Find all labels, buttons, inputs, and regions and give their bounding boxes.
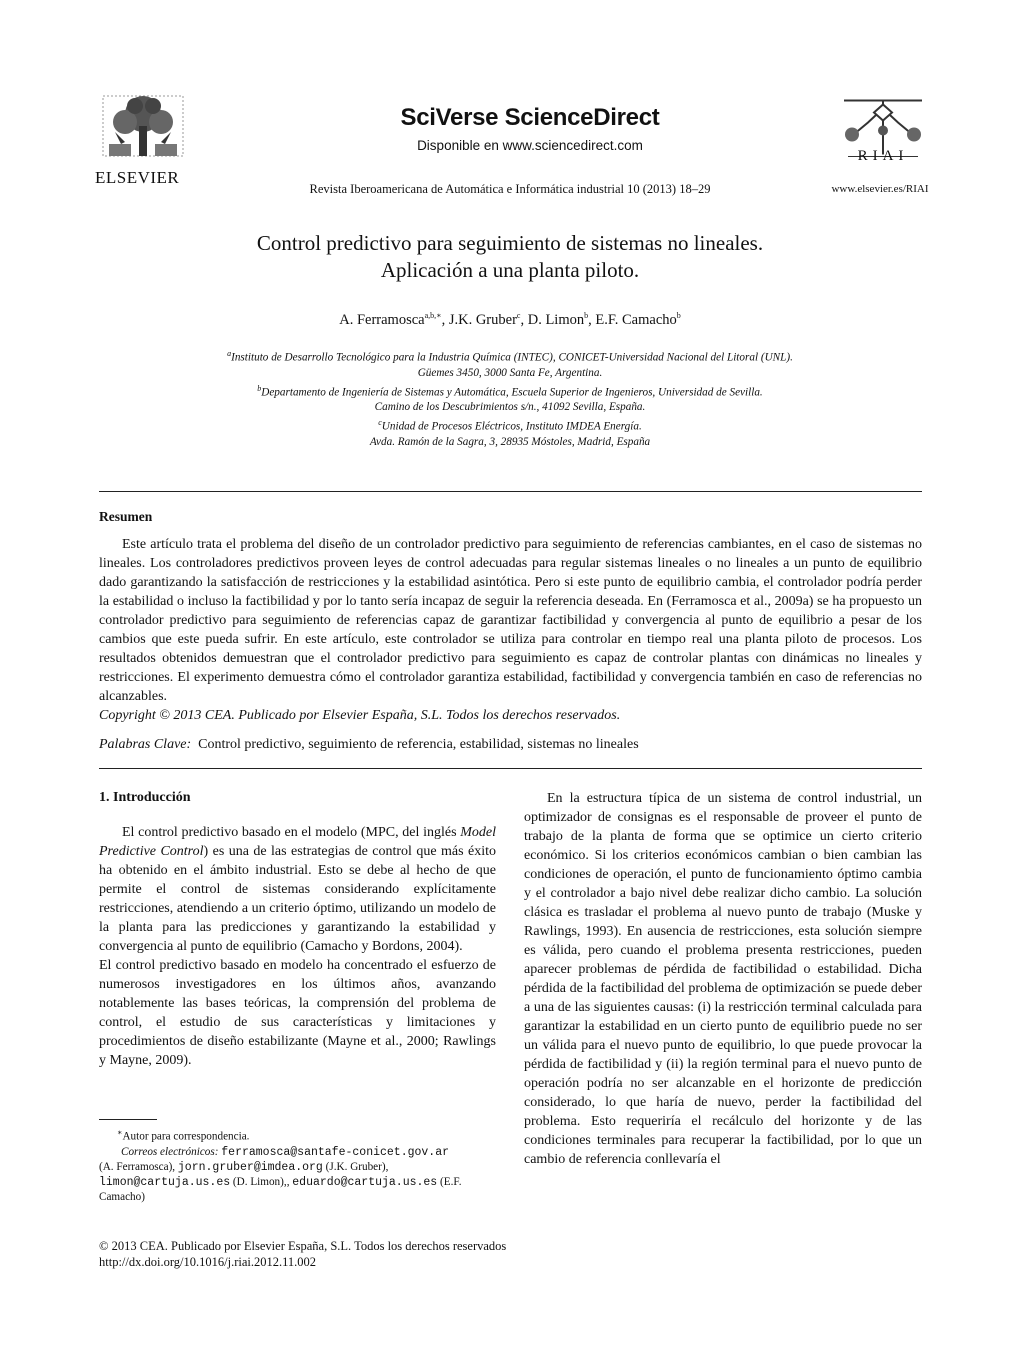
- author-name: D. Limon: [527, 311, 585, 328]
- affiliation-line: Camino de los Descubrimientos s/n., 41092 Sevilla, España.: [374, 401, 646, 414]
- author-list: A. Ferramosca$^{a,b,∗}$, J.K. Gruber$^c$, D. Limon$^b$, E.F. Camacho$^b$: [339, 311, 681, 328]
- riai-label: RIAI: [857, 148, 909, 164]
- intro-paragraph-1: [99, 823, 496, 956]
- left-column: [99, 823, 496, 1070]
- page-footer: [99, 1238, 699, 1270]
- author-name: J.K. Gruber: [448, 311, 517, 328]
- abstract-text: Este artículo trata el problema del diseño de un controlador predictivo para seguimiento de referencias cambiantes, en el caso de sistemas no lineales. Los controladores predictivos proveen leyes de control adecuadas para regular sistemas lineales o no lineales a un punto de equilibrio dado garantizando la satisfacción de restricciones y la estabilidad asintótica. Pero si este punto de equilibrio cambia, el controlador podría perder la estabilidad o incluso la factibilidad y por lo tanto sería incapaz de seguir la referencia deseada. En (Ferramosca et al., 2009a) se ha propuesto un controlador predictivo para seguimiento de referencias capaz de garantizar factibilidad y convergencia al punto de equilibrio a pesar de los cambios que este pueda sufrir. En este artículo, este controlador se utiliza para controlar en tiempo real una planta piloto de procesos. Los resultados obtenidos demuestran que el controlador predictivo para seguimiento es capaz de controlar plantas con dinámicas no lineales y restricciones. El experimento demuestra cómo el controlador garantiza estabilidad, factibilidad y convergencia también en caso de referencias no alcanzables.: [99, 537, 922, 704]
- availability-line: Disponible en www.sciencedirect.com: [417, 138, 643, 153]
- affiliations: [100, 346, 920, 450]
- author-affiliation-mark: b: [584, 311, 589, 320]
- abstract-copyright: Copyright © 2013 CEA. Publicado por Elsevier España, S.L. Todos los derechos reservados.: [99, 708, 621, 723]
- text-run: ) es una de las estrategias de control que más éxito ha obtenido en el ámbito industrial. Esto se debe al hecho de que permite el control de sistemas considerando explícitamente restricciones, atendiendo a un criterio óptimo, utilizando un modelo de la planta para las predicciones y garantizando la estabilidad y convergencia al punto de equilibrio (Camacho y Bordons, 2004).: [99, 844, 496, 954]
- email-owner: (D. Limon),: [232, 1175, 287, 1188]
- affiliation-c: [100, 415, 920, 435]
- keywords: [99, 737, 922, 753]
- keywords-label: Palabras Clave:: [99, 737, 192, 752]
- email-link[interactable]: eduardo@cartuja.us.es: [292, 1175, 438, 1189]
- title-line-2: Aplicación a una planta piloto.: [380, 258, 640, 282]
- email-link[interactable]: ferramosca@santafe-conicet.gov.ar: [221, 1145, 450, 1159]
- author-affiliation-mark: c: [516, 311, 521, 320]
- text-run-italic: Model Predictive Control: [99, 825, 496, 859]
- emails-line: limon@cartuja.us.es (D. Limon),, eduardo@cartuja.us.es (E.F. Camacho): [99, 1175, 462, 1203]
- abstract-body: [99, 535, 922, 725]
- elsevier-wordmark: ELSEVIER: [95, 168, 180, 187]
- society-url[interactable]: www.elsevier.es/RIAI: [831, 183, 929, 195]
- author-name: E.F. Camacho: [595, 311, 677, 328]
- email-link[interactable]: jorn.gruber@imdea.org: [177, 1160, 323, 1174]
- keywords-list: Control predictivo, seguimiento de referencia, estabilidad, sistemas no lineales: [198, 737, 639, 752]
- intro-paragraph-3: En la estructura típica de un sistema de control industrial, un optimizador de consignas es el responsable de proveer el punto de trabajo de la planta de forma que se optimice un cierto criterio económico. Si los criterios económicos cambian o bien cambian las condiciones de operación, el punto de funcionamiento óptimo cambia y el controlador a bajo nivel debe realizar dicho cambio. La solución clásica es trasladar el problema al nuevo punto de trabajo (Muske y Rawlings, 1993). En ausencia de restricciones, esta solución siempre es válida, pero cuando el problema presenta restricciones, pueden aparecer problemas de pérdida de factibilidad o estabilidad. Dicha pérdida de la factibilidad del problema de optimización se puede deber a una de las siguientes causas: (i) la restricción terminal calculada para garantizar la estabilidad en un cierto punto de equilibrio puede no ser un válida para el nuevo punto de equilibrio, lo que puede provocar la pérdida de factibilidad y (ii) la región terminal para el nuevo punto de operación podría no ser alcanzable en el horizonte de predicción considerado, lo que haría de nuevo, perder la factibilidad del problema. Esto requeriría el recálculo del horizonte y de las condiciones terminales para recuperar la factibilidad, por lo que un cambio de referencia conllevaría el: [524, 791, 922, 1167]
- abstract-heading: Resumen: [99, 509, 153, 524]
- article-title: [120, 230, 900, 284]
- intro-paragraph-2: El control predictivo basado en modelo ha concentrado el esfuerzo de numerosos investigadores en los últimos años, avanzando notablemente las bases teóricas, la comprensión del problema de control, el estudio de sus características y limitaciones y procedimientos de diseño estabilizante (Mayne et al., 2000; Rawlings y Mayne, 2009).: [99, 958, 496, 1068]
- divider: [99, 768, 922, 769]
- affiliation-mark: b: [257, 383, 262, 393]
- section-heading-introduction: 1. Introducción: [99, 790, 191, 805]
- email-owner: (A. Ferramosca),: [99, 1160, 176, 1173]
- affiliation-line: Instituto de Desarrollo Tecnológico para la Industria Química (INTEC), CONICET-Universidad Nacional del Litoral (UNL).: [231, 351, 793, 364]
- author-affiliation-mark: b: [676, 311, 681, 320]
- footnote-marker: ∗: [117, 1128, 123, 1137]
- affiliation-mark: a: [227, 349, 232, 358]
- emails-line: [99, 1160, 496, 1175]
- affiliation-line: Avda. Ramón de la Sagra, 3, 28935 Móstoles, Madrid, España: [369, 436, 651, 449]
- title-line-1: Control predictivo para seguimiento de sistemas no lineales.: [256, 231, 764, 255]
- emails-label: Correos electrónicos:: [121, 1145, 219, 1158]
- author-affiliation-mark: a,b,∗: [424, 311, 442, 320]
- footnote: [99, 1125, 496, 1205]
- correspondence-note: [99, 1125, 496, 1145]
- affiliation-line: Unidad de Procesos Eléctricos, Instituto IMDEA Energía.: [381, 421, 642, 434]
- right-column: [524, 789, 922, 1169]
- author-name: A. Ferramosca: [339, 311, 425, 328]
- text-run: El control predictivo basado en el modelo (MPC, del inglés: [122, 825, 461, 840]
- doi-link[interactable]: http://dx.doi.org/10.1016/j.riai.2012.11.002: [99, 1255, 317, 1269]
- correspondence-text: Autor para correspondencia.: [122, 1130, 250, 1143]
- footnote-rule: [99, 1119, 157, 1120]
- affiliation-b: [100, 381, 920, 401]
- affiliation-a: [100, 346, 920, 366]
- emails-line: [99, 1145, 496, 1160]
- affiliation-mark: c: [378, 418, 382, 428]
- affiliation-line: Güemes 3450, 3000 Santa Fe, Argentina.: [417, 366, 603, 379]
- email-owner: (J.K. Gruber),: [325, 1160, 389, 1173]
- journal-citation: Revista Iberoamericana de Automática e Informática industrial 10 (2013) 18–29: [309, 182, 711, 196]
- email-link[interactable]: limon@cartuja.us.es: [99, 1175, 231, 1189]
- email-owner: (E.F. Camacho): [99, 1175, 462, 1203]
- sciverse-sciencedirect-logo: SciVerse ScienceDirect: [400, 104, 660, 131]
- footer-copyright: © 2013 CEA. Publicado por Elsevier España, S.L. Todos los derechos reservados: [99, 1239, 507, 1253]
- affiliation-line: Departamento de Ingeniería de Sistemas y Automática, Escuela Superior de Ingenieros, Universidad de Sevilla.: [261, 386, 763, 399]
- divider: [99, 491, 922, 492]
